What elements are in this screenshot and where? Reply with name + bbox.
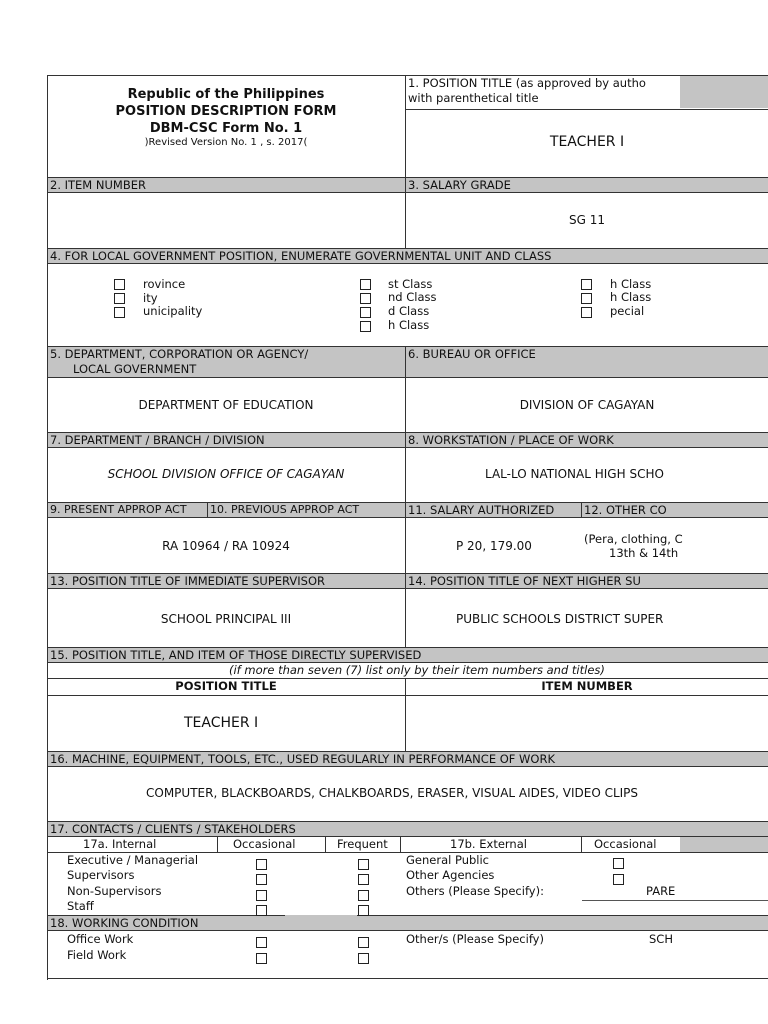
rule <box>47 377 768 378</box>
col-divider <box>325 836 326 852</box>
rule <box>47 695 768 696</box>
f1-position-title[interactable]: TEACHER I <box>549 134 625 150</box>
f7-label: 7. DEPARTMENT / BRANCH / DIVISION <box>50 433 265 447</box>
checkbox-class-a-3[interactable] <box>360 321 371 332</box>
checkbox-class-a-0[interactable] <box>360 279 371 290</box>
checkbox-internal-occasional-0[interactable] <box>256 859 267 870</box>
f14-next-higher[interactable]: PUBLIC SCHOOLS DISTRICT SUPER <box>456 612 664 626</box>
checkbox-internal-occasional-1[interactable] <box>256 874 267 885</box>
col-divider <box>405 346 406 573</box>
checkbox-internal-frequent-0[interactable] <box>358 859 369 870</box>
checkbox-class-b-0[interactable] <box>581 279 592 290</box>
f17-label: 17. CONTACTS / CLIENTS / STAKEHOLDERS <box>50 822 296 836</box>
f17b-occasional-header: Occasional <box>594 837 657 851</box>
f4-label: 4. FOR LOCAL GOVERNMENT POSITION, ENUMERATE GOVERNMENTAL UNIT AND CLASS <box>50 249 552 263</box>
f17a-header: 17a. Internal <box>83 837 157 851</box>
rule <box>387 915 768 916</box>
form-left-border <box>47 75 48 980</box>
f3-label: 3. SALARY GRADE <box>408 178 511 192</box>
f18-other-label: Other/s (Please Specify) <box>406 932 544 946</box>
checkbox-external-occasional-1[interactable] <box>613 874 624 885</box>
f17-internal-label: Non-Supervisors <box>67 884 162 898</box>
f17-internal-label: Executive / Managerial <box>67 853 199 867</box>
rule <box>47 192 768 193</box>
f4-class-label: nd Class <box>388 290 437 304</box>
checkbox-internal-occasional-2[interactable] <box>256 890 267 901</box>
f15-col-item: ITEM NUMBER <box>541 679 633 693</box>
f4-class-label: h Class <box>610 290 652 304</box>
col-divider <box>217 836 218 852</box>
f11-label: 11. SALARY AUTHORIZED <box>408 503 555 517</box>
f4-unit-label: rovince <box>143 277 186 291</box>
checkbox-unit-2[interactable] <box>114 307 125 318</box>
f6-bureau[interactable]: DIVISION OF CAGAYAN <box>519 398 655 412</box>
f5-label-2: LOCAL GOVERNMENT <box>73 362 197 376</box>
f17-others-value[interactable]: PARE <box>646 884 676 898</box>
f15-note: (if more than seven (7) list only by their item numbers and titles) <box>229 663 605 677</box>
f17-internal-label: Supervisors <box>67 868 135 882</box>
rule <box>47 263 768 264</box>
rule <box>582 900 768 901</box>
checkbox-internal-frequent-1[interactable] <box>358 874 369 885</box>
col-divider <box>581 836 582 852</box>
f4-class-label: h Class <box>610 277 652 291</box>
f13-supervisor[interactable]: SCHOOL PRINCIPAL III <box>160 612 292 626</box>
checkbox-class-b-1[interactable] <box>581 293 592 304</box>
checkbox-internal-frequent-2[interactable] <box>358 890 369 901</box>
f13-label: 13. POSITION TITLE OF IMMEDIATE SUPERVISOR <box>50 574 325 588</box>
checkbox-unit-0[interactable] <box>114 279 125 290</box>
f16-label: 16. MACHINE, EQUIPMENT, TOOLS, ETC., USED REGULARLY IN PERFORMANCE OF WORK <box>50 752 556 766</box>
checkbox-internal-occasional-3[interactable] <box>256 905 267 916</box>
header-form-name: POSITION DESCRIPTION FORM <box>115 104 337 119</box>
f17-external-label: Other Agencies <box>406 868 495 882</box>
f17-external-label: General Public <box>406 853 490 867</box>
checkbox-working-occasional-0[interactable] <box>256 937 267 948</box>
form-bottom-border <box>47 978 768 979</box>
f18-row-label: Field Work <box>67 948 127 962</box>
f4-unit-label: unicipality <box>143 304 203 318</box>
header-form-number: DBM-CSC Form No. 1 <box>149 121 303 136</box>
rule <box>47 588 768 589</box>
f18-other-value[interactable]: SCH <box>649 932 673 946</box>
col-divider <box>405 573 406 647</box>
f15-row-title[interactable]: TEACHER I <box>184 715 259 731</box>
checkbox-class-a-1[interactable] <box>360 293 371 304</box>
f5-department[interactable]: DEPARTMENT OF EDUCATION <box>138 398 314 412</box>
checkbox-working-frequent-1[interactable] <box>358 953 369 964</box>
f8-workstation[interactable]: LAL-LO NATIONAL HIGH SCHO <box>485 467 664 481</box>
col-divider <box>581 502 582 517</box>
rule <box>47 517 768 518</box>
f18-label: 18. WORKING CONDITION <box>50 916 199 930</box>
f9-10-approp-acts[interactable]: RA 10964 / RA 10924 <box>162 539 290 553</box>
f12-other-comp-2[interactable]: 13th & 14th <box>609 546 679 560</box>
f6-label: 6. BUREAU OR OFFICE <box>408 347 536 361</box>
f18-row-label: Office Work <box>67 932 134 946</box>
f12-label: 12. OTHER CO <box>584 503 667 517</box>
f17-internal-label: Staff <box>67 899 94 913</box>
checkbox-working-frequent-0[interactable] <box>358 937 369 948</box>
checkbox-class-a-2[interactable] <box>360 307 371 318</box>
f1-label-2: with parenthetical title <box>408 91 539 105</box>
f11-salary[interactable]: P 20, 179.00 <box>456 539 532 553</box>
position-description-form <box>47 75 768 980</box>
f4-class-label: pecial <box>610 304 645 318</box>
f8-label: 8. WORKSTATION / PLACE OF WORK <box>408 433 614 447</box>
rule <box>405 109 768 110</box>
f15-col-title: POSITION TITLE <box>175 679 277 693</box>
col-divider <box>207 502 208 517</box>
rule <box>47 447 768 448</box>
checkbox-internal-frequent-3[interactable] <box>358 905 369 916</box>
f10-label: 10. PREVIOUS APPROP ACT <box>210 503 360 516</box>
f4-class-label: d Class <box>388 304 430 318</box>
f2-label: 2. ITEM NUMBER <box>50 178 146 192</box>
header-republic: Republic of the Philippines <box>127 87 325 102</box>
f17-occasional-header: Occasional <box>233 837 296 851</box>
rule <box>47 766 768 767</box>
f17-frequent-header: Frequent <box>337 837 388 851</box>
f4-class-label: st Class <box>388 277 433 291</box>
f4-unit-label: ity <box>143 291 158 305</box>
rule <box>47 930 768 931</box>
header-revision: )Revised Version No. 1 , s. 2017( <box>144 137 308 148</box>
f3-salary-grade[interactable]: SG 11 <box>569 213 605 227</box>
col-divider <box>400 836 401 852</box>
f16-equipment[interactable]: COMPUTER, BLACKBOARDS, CHALKBOARDS, ERASER, VISUAL AIDES, VIDEO CLIPS <box>146 786 639 800</box>
checkbox-class-b-2[interactable] <box>581 307 592 318</box>
checkbox-unit-1[interactable] <box>114 293 125 304</box>
f9-label: 9. PRESENT APPROP ACT <box>50 503 187 516</box>
f4-class-label: h Class <box>388 318 430 332</box>
f12-other-comp-1[interactable]: (Pera, clothing, C <box>584 532 683 546</box>
f1-label: 1. POSITION TITLE (as approved by autho <box>408 76 646 90</box>
checkbox-external-occasional-0[interactable] <box>613 858 624 869</box>
f5-label: 5. DEPARTMENT, CORPORATION OR AGENCY/ <box>50 347 309 361</box>
f7-division[interactable]: SCHOOL DIVISION OFFICE OF CAGAYAN <box>107 467 345 481</box>
f17-external-label: Others (Please Specify): <box>406 884 544 898</box>
f15-label: 15. POSITION TITLE, AND ITEM OF THOSE DIRECTLY SUPERVISED <box>50 648 422 662</box>
f17b-header: 17b. External <box>450 837 527 851</box>
checkbox-working-occasional-1[interactable] <box>256 953 267 964</box>
f14-label: 14. POSITION TITLE OF NEXT HIGHER SU <box>408 574 641 588</box>
